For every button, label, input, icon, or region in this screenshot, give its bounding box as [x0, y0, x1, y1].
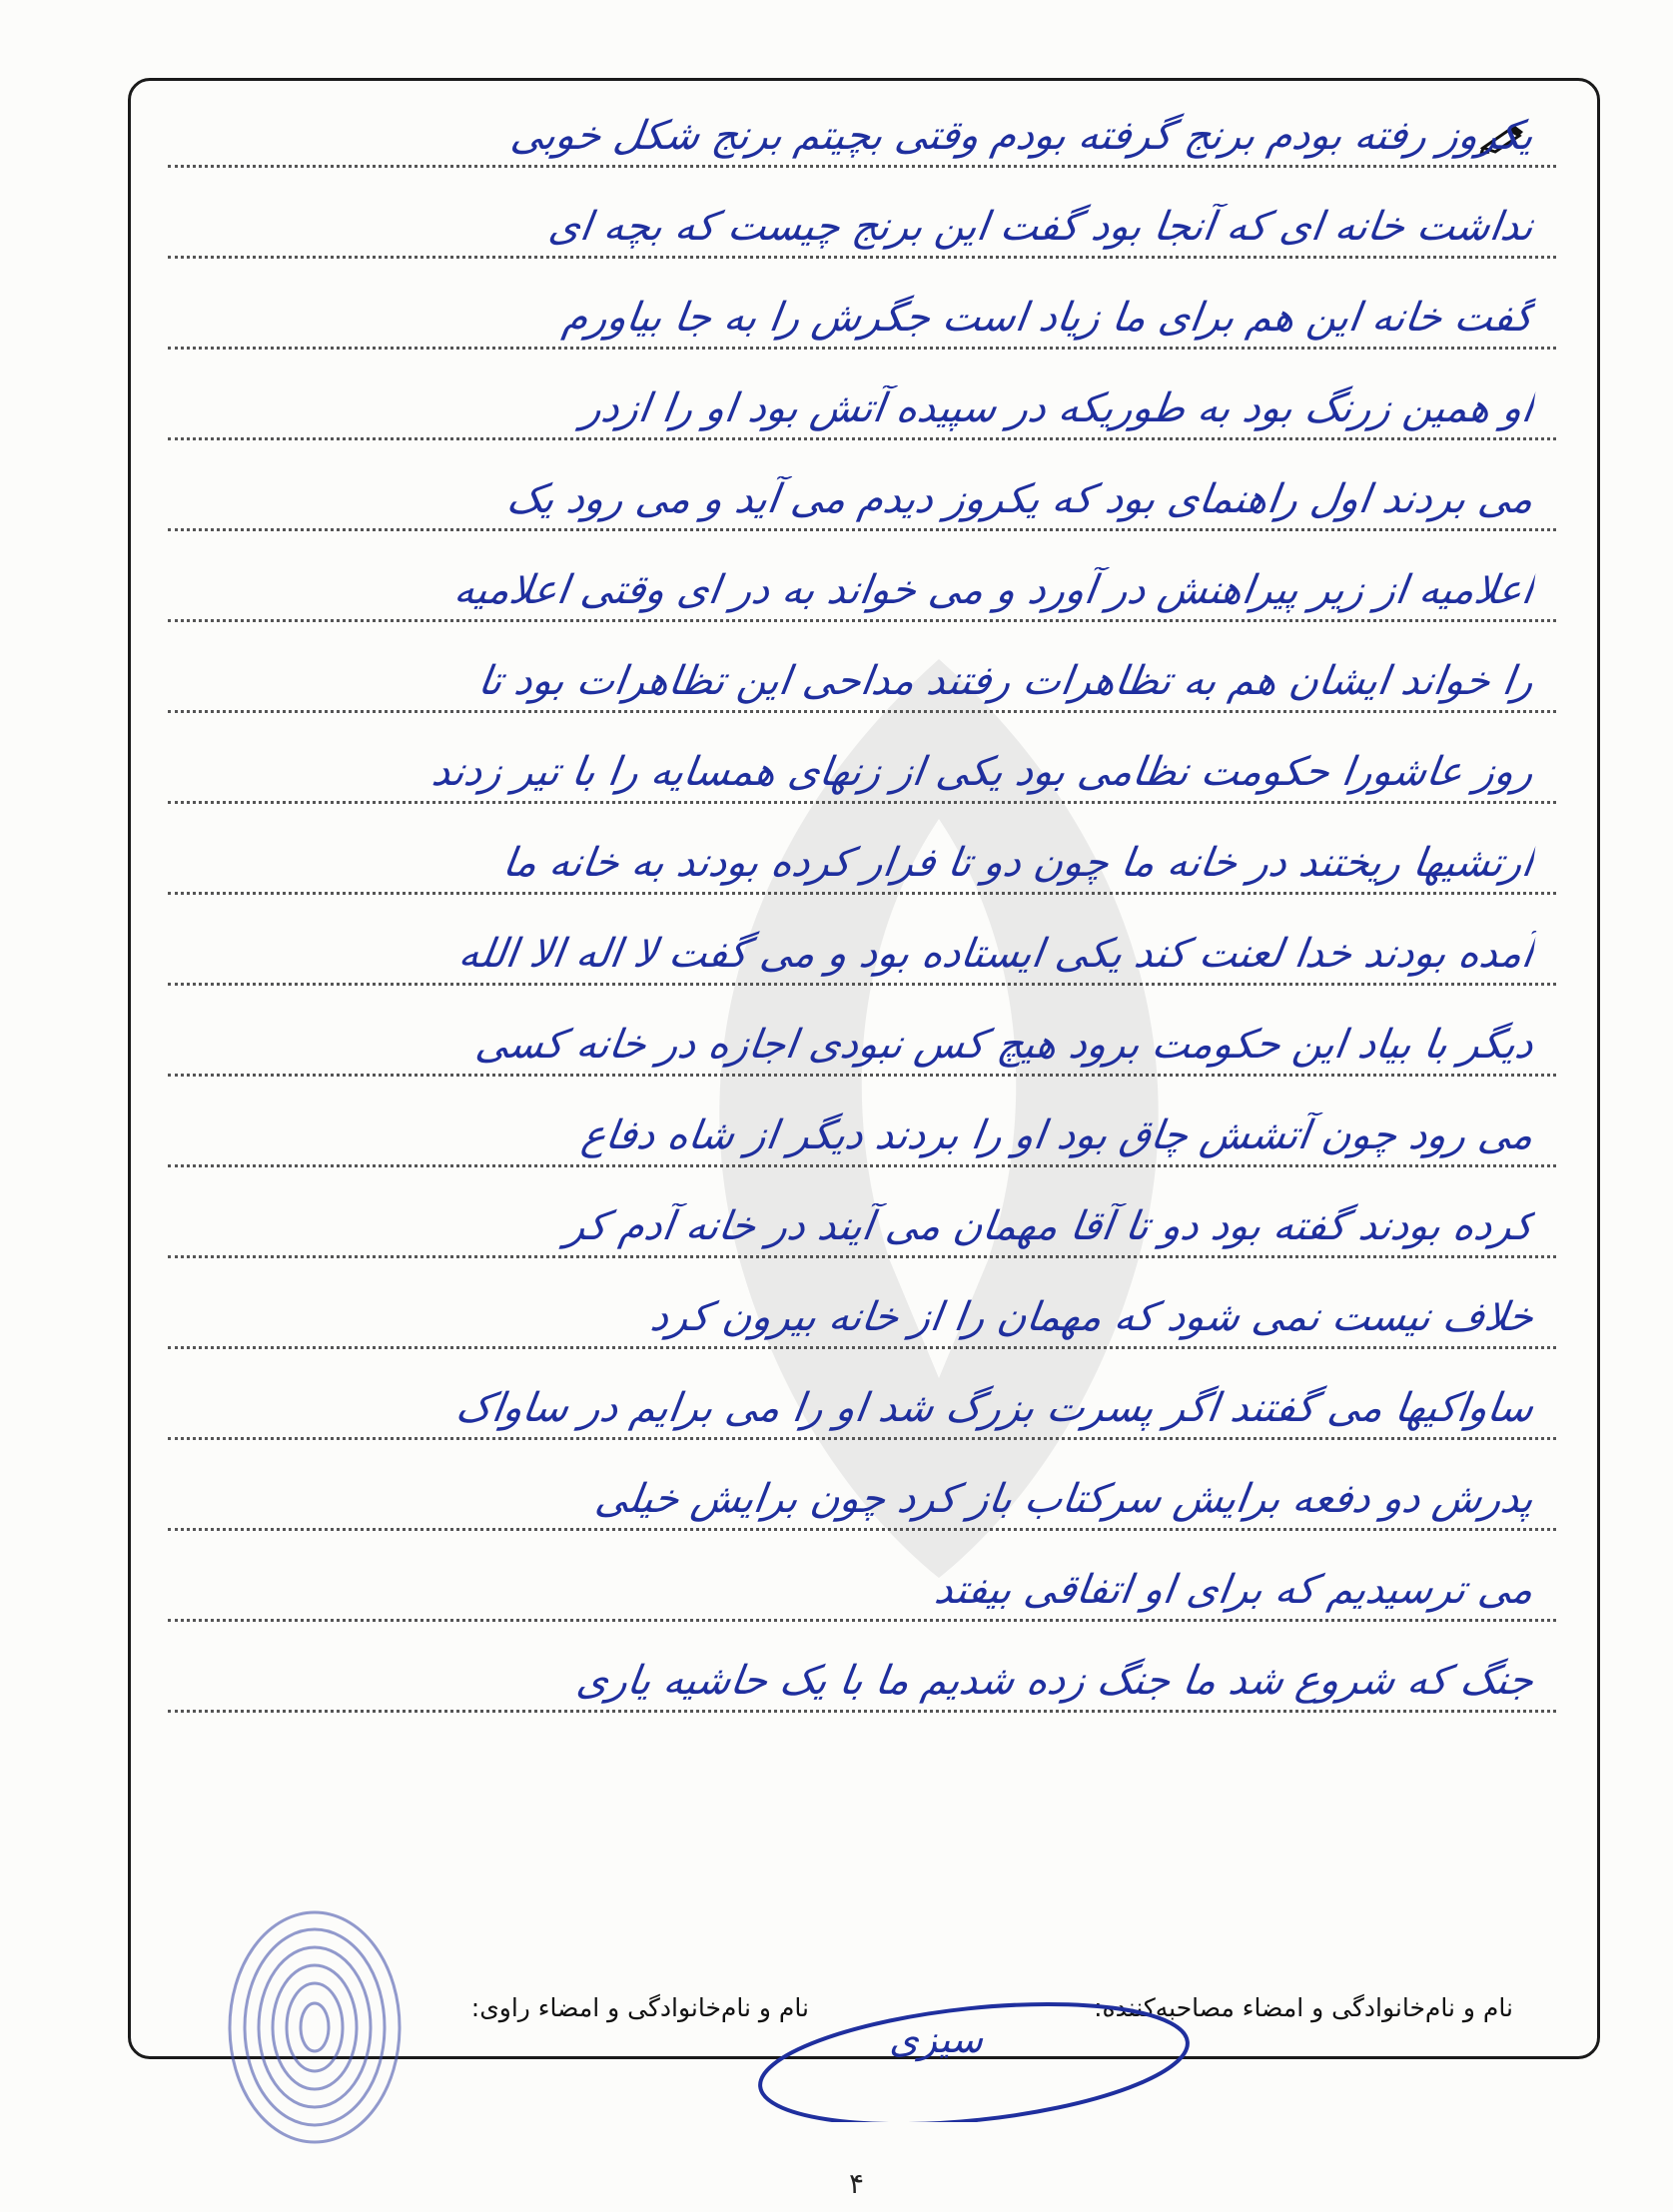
- handwritten-line: پدرش دو دفعه برایش سرکتاب باز کرد چون برایش خیلی: [592, 1476, 1537, 1522]
- ruled-line: [168, 619, 1556, 622]
- page-number: ۴: [849, 2167, 865, 2200]
- ruled-line: [168, 1346, 1556, 1349]
- handwritten-line: را خواند ایشان هم به تظاهرات رفتند مداحی این تظاهرات بود تا: [475, 658, 1537, 704]
- interviewer-signature: [739, 1972, 1199, 2122]
- ruled-line: [168, 1074, 1556, 1077]
- ruled-line: [168, 1255, 1556, 1258]
- ruled-line: [168, 892, 1556, 895]
- handwritten-line: نداشت خانه ای که آنجا بود گفت این برنج چیست که بچه ای: [545, 204, 1537, 250]
- page-border: [128, 78, 1600, 2059]
- handwritten-line: ساواکیها می گفتند اگر پسرت بزرگ شد او را می برایم در ساواک: [452, 1385, 1537, 1431]
- interviewer-signature-text: سیزی: [889, 2017, 984, 2061]
- ruled-line: [168, 1437, 1556, 1440]
- ruled-line: [168, 437, 1556, 440]
- handwritten-line: گفت خانه این هم برای ما زیاد است جگرش را به جا بیاورم: [559, 295, 1537, 341]
- narrator-signature-label: نام و نام‌خانوادگی و امضاء راوی:: [470, 1993, 809, 2022]
- ruled-line: [168, 801, 1556, 804]
- ruled-line: [168, 1164, 1556, 1167]
- handwritten-line: اعلامیه از زیر پیراهنش در آورد و می خواند به در ای وقتی اعلامیه: [451, 567, 1537, 613]
- ruled-line: [168, 1528, 1556, 1531]
- ruled-line: [168, 165, 1556, 168]
- handwritten-line: خلاف نیست نمی شود که مهمان را از خانه بیرون کرد: [647, 1294, 1537, 1340]
- ruled-line: [168, 983, 1556, 986]
- handwritten-line: او همین زرنگ بود به طوریکه در سپیده آتش بود او را ازدر: [578, 385, 1537, 431]
- interviewer-signature-label: نام و نام‌خانوادگی و امضاء مصاحبه‌کننده:: [1094, 1993, 1513, 2022]
- handwritten-line: می رود چون آتشش چاق بود او را بردند دیگر از شاه دفاع: [578, 1112, 1537, 1158]
- ruled-line: [168, 256, 1556, 259]
- handwritten-line: روز عاشورا حکومت نظامی بود یکی از زنهای همسایه را با تیر زدند: [428, 749, 1537, 795]
- fingerprint: [215, 1897, 415, 2157]
- ruled-line: [168, 528, 1556, 531]
- ruled-line: [168, 1619, 1556, 1622]
- ruled-line: [168, 1710, 1556, 1713]
- handwritten-line: ارتشیها ریختند در خانه ما چون دو تا فرار کرده بودند به خانه ما: [499, 840, 1537, 886]
- handwritten-line: می بردند اول راهنمای بود که یکروز دیدم می آید و می رود یک: [503, 476, 1537, 522]
- ruled-line: [168, 347, 1556, 350]
- handwritten-line: یکروز رفته بودم برنج گرفته بودم وقتی بچیتم برنج شکل خوبی: [507, 113, 1537, 159]
- handwritten-line: جنگ که شروع شد ما جنگ زده شدیم ما با یک حاشیه یاری: [573, 1658, 1537, 1704]
- handwritten-line: دیگر با بیاد این حکومت برود هیچ کس نبودی اجازه در خانه کسی: [472, 1022, 1537, 1068]
- handwritten-line: کرده بودند گفته بود دو تا آقا مهمان می آیند در خانه آدم کر: [562, 1203, 1537, 1249]
- handwritten-line: می ترسیدیم که برای او اتفاقی بیفتد: [931, 1567, 1537, 1613]
- ruled-line: [168, 710, 1556, 713]
- handwritten-line: آمده بودند خدا لعنت کند یکی ایستاده بود و می گفت لا اله الا الله: [455, 931, 1537, 977]
